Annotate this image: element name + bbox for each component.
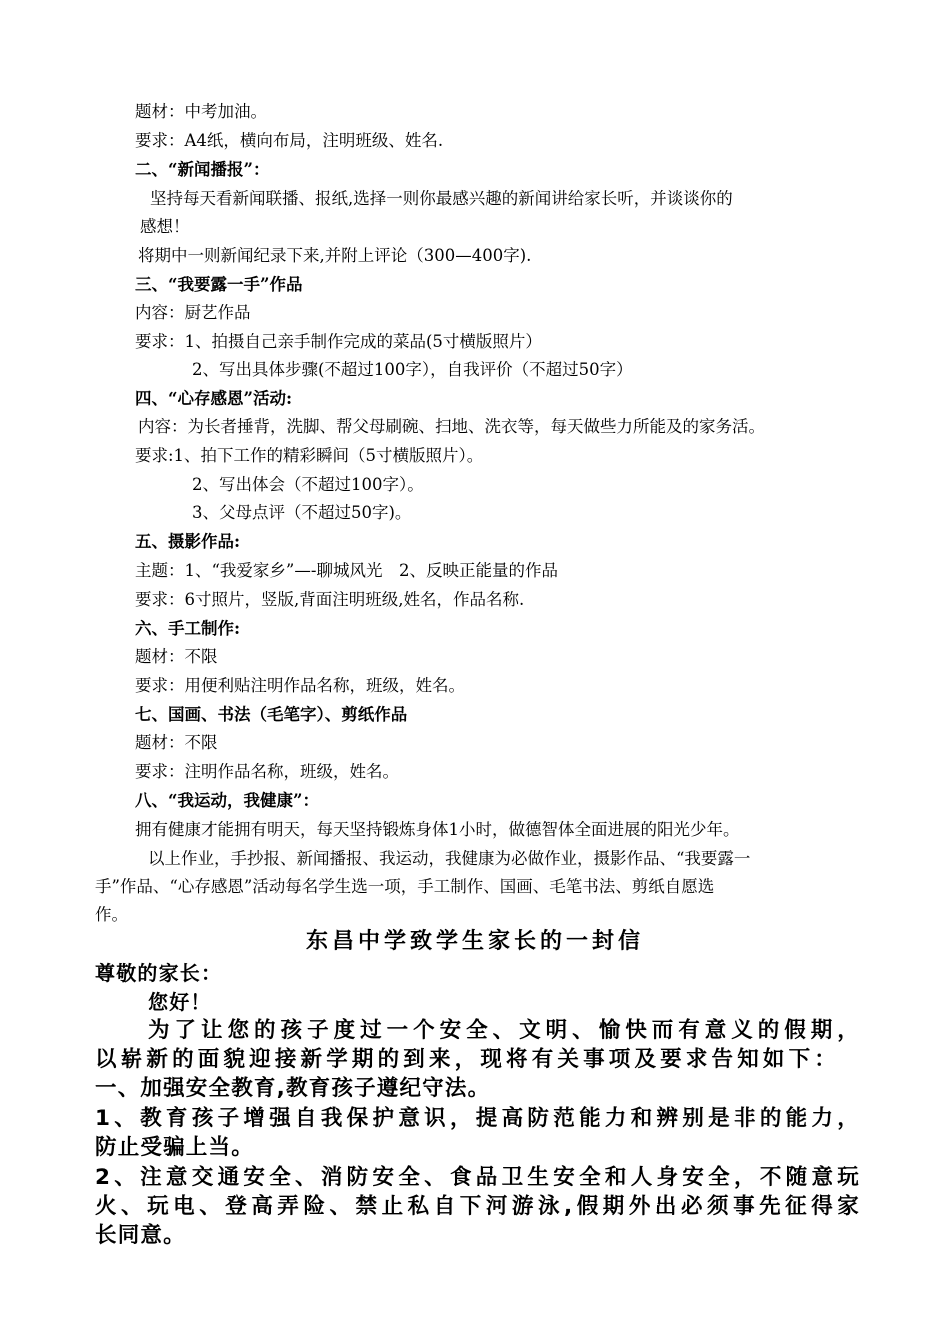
content-line: 内容：厨艺作品 (135, 303, 251, 322)
letter-item-line: 火、玩电、登高弄险、禁止私自下河游泳,假期外出必须事先征得家 (95, 1194, 860, 1219)
section-heading-cooking: 三、“我要露一手”作品 (135, 275, 303, 294)
section-heading-painting: 七、国画、书法（毛笔字）、剪纸作品 (135, 705, 408, 724)
requirement-line: 2、写出体会（不超过100字）。 (192, 475, 424, 494)
news-paragraph-line: 坚持每天看新闻联播、报纸,选择一则你最感兴趣的新闻讲给家长听，并谈谈你的 (150, 189, 733, 208)
summary-line: 作。 (95, 905, 128, 924)
requirement-line: 要求:1、拍下工作的精彩瞬间（5寸横版照片）。 (135, 446, 484, 465)
requirement-line: 要求：1、拍摄自己亲手制作完成的菜品(5寸横版照片） (135, 332, 542, 351)
section-heading-handcraft: 六、手工制作: (135, 619, 241, 638)
letter-item-line: 1、教育孩子增强自我保护意识，提高防范能力和辨别是非的能力， (95, 1106, 860, 1131)
requirement-line: 要求：用便利贴注明作品名称，班级，姓名。 (135, 676, 465, 695)
summary-line: 手”作品、“心存感恩”活动每名学生选一项，手工制作、国画、毛笔书法、剪纸自愿选 (95, 877, 715, 896)
letter-salutation: 尊敬的家长： (95, 961, 223, 985)
theme-line: 题材：中考加油。 (135, 102, 267, 121)
requirement-line: 2、写出具体步骤(不超过100字），自我评价（不超过50字） (192, 360, 633, 379)
letter-greeting: 您好！ (148, 990, 212, 1014)
requirement-line: 3、父母点评（不超过50字)。 (192, 503, 412, 522)
letter-title: 东昌中学致学生家长的一封信 (305, 929, 644, 954)
content-line: 内容：为长者捶背，洗脚、帮父母刷碗、扫地、洗衣等，每天做些力所能及的家务活。 (138, 417, 765, 436)
summary-line: 以上作业，手抄报、新闻播报、我运动，我健康为必做作业，摄影作品、“我要露一 (148, 849, 751, 868)
letter-item-line: 2、注意交通安全、消防安全、食品卫生安全和人身安全，不随意玩 (95, 1165, 860, 1190)
requirement-line: 要求：注明作品名称，班级，姓名。 (135, 762, 399, 781)
theme-line: 题材：不限 (135, 647, 218, 666)
letter-section-heading: 一、加强安全教育,教育孩子遵纪守法。 (95, 1076, 491, 1101)
news-paragraph-line: 将期中一则新闻纪录下来,并附上评论（300—400字). (138, 246, 532, 265)
section-heading-gratitude: 四、“心存感恩”活动: (135, 389, 293, 408)
letter-item-line: 防止受骗上当。 (95, 1135, 254, 1160)
section-heading-news: 二、“新闻播报”： (135, 160, 270, 179)
news-paragraph-line: 感想！ (140, 217, 190, 236)
letter-intro-line: 为了让您的孩子度过一个安全、文明、愉快而有意义的假期， (148, 1018, 860, 1043)
letter-intro-line: 以崭新的面貌迎接新学期的到来，现将有关事项及要求告知如下： (95, 1047, 837, 1072)
theme-line: 主题：1、“我爱家乡”—-聊城风光 2、反映正能量的作品 (135, 561, 558, 580)
requirement-line: 要求：A4纸，横向布局，注明班级、姓名. (135, 131, 444, 150)
requirement-line: 要求：6寸照片，竖版,背面注明班级,姓名，作品名称. (135, 590, 525, 609)
sports-paragraph: 拥有健康才能拥有明天，每天坚持锻炼身体1小时，做德智体全面进展的阳光少年。 (135, 820, 740, 839)
section-heading-photography: 五、摄影作品: (135, 532, 241, 551)
letter-item-line: 长同意。 (95, 1223, 186, 1248)
theme-line: 题材：不限 (135, 733, 218, 752)
section-heading-sports: 八、“我运动，我健康”： (135, 791, 319, 810)
